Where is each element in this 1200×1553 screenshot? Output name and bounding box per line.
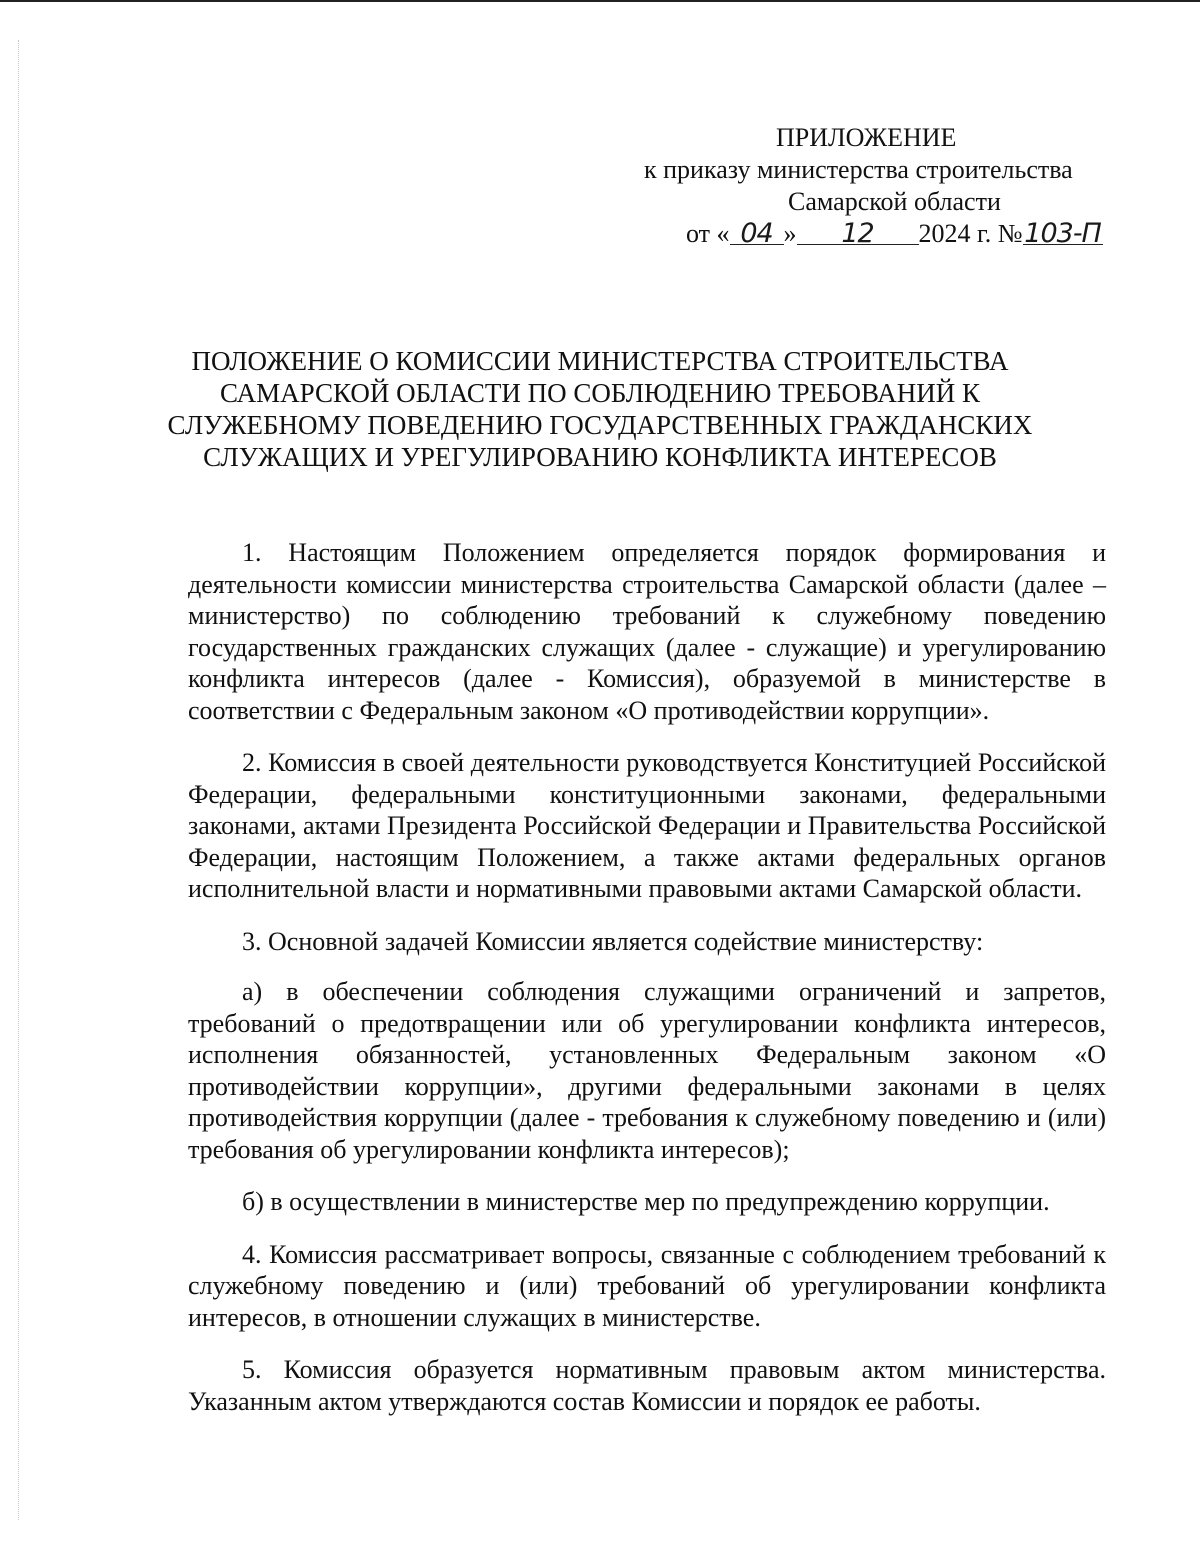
number-value: 103-П [1024,218,1101,249]
title-line: ПОЛОЖЕНИЕ О КОМИССИИ МИНИСТЕРСТВА СТРОИТЕЛЬСТВА [191,346,1009,376]
year-and-number-label: 2024 г. № [918,219,1023,248]
document-body [188,537,1106,1438]
appendix-date-line [600,218,1160,250]
appendix-order-line: к приказу министерства строительства [644,155,1073,184]
day-value: 04 [740,218,773,249]
appendix-header [600,122,1160,250]
paragraph-5: 5. Комиссия образуется нормативным правовым актом министерства. Указанным актом утверждаются состав Комиссии и порядок ее работы. [188,1355,1106,1416]
paragraph-1: 1. Настоящим Положением определяется порядок формирования и деятельности комиссии министерства строительства Самарской области (далее – министерство) по соблюдению требований к служебному поведению государственных гражданских служащих (далее - служащие) и урегулированию конфликта интересов (далее - Комиссия), образуемой в министерстве в соответствии с Федеральным законом «О противодействии коррупции». [188,538,1106,725]
month-field [797,218,919,249]
appendix-title: ПРИЛОЖЕНИЕ [776,123,957,152]
paragraph-3: 3. Основной задачей Комиссии является содействие министерству: [242,926,984,956]
month-value: 12 [841,218,874,249]
number-field [1023,218,1103,249]
paragraph-4: 4. Комиссия рассматривает вопросы, связанные с соблюдением требований к служебному поведению и (или) требований об урегулировании конфликта интересов, в отношении служащих в министерстве. [188,1239,1106,1332]
title-line: СЛУЖАЩИХ И УРЕГУЛИРОВАНИЮ КОНФЛИКТА ИНТЕРЕСОВ [203,442,997,472]
paragraph-3a: а) в обеспечении соблюдения служащими ограничений и запретов, требований о предотвращении или об урегулировании конфликта интересов, исполнения обязанностей, установленных Федеральным законом «О противодействии коррупции», другими федеральными законами в целях противодействия коррупции (далее - требования к служебному поведению и (или) требования об урегулировании конфликта интересов); [188,977,1106,1164]
appendix-region-line: Самарской области [788,187,1001,216]
date-mid: » [783,219,797,248]
title-line: САМАРСКОЙ ОБЛАСТИ ПО СОБЛЮДЕНИЮ ТРЕБОВАНИЙ К [219,378,981,408]
title-line: СЛУЖЕБНОМУ ПОВЕДЕНИЮ ГОСУДАРСТВЕННЫХ ГРАЖДАНСКИХ [167,410,1033,440]
document-title [150,345,1050,473]
scan-left-edge [18,40,20,1520]
paragraph-2: 2. Комиссия в своей деятельности руководствуется Конституцией Российской Федерации, федеральными конституционными законами, федеральными законами, актами Президента Российской Федерации и Правительства Российской Федерации, настоящим Положением, а также актами федеральных органов исполнительной власти и нормативными правовыми актами Самарской области. [188,748,1106,903]
paragraph-3b: б) в осуществлении в министерстве мер по предупреждению коррупции. [242,1187,1050,1216]
scan-top-edge [0,0,1200,2]
date-prefix: от « [686,219,730,248]
day-field [730,218,784,249]
